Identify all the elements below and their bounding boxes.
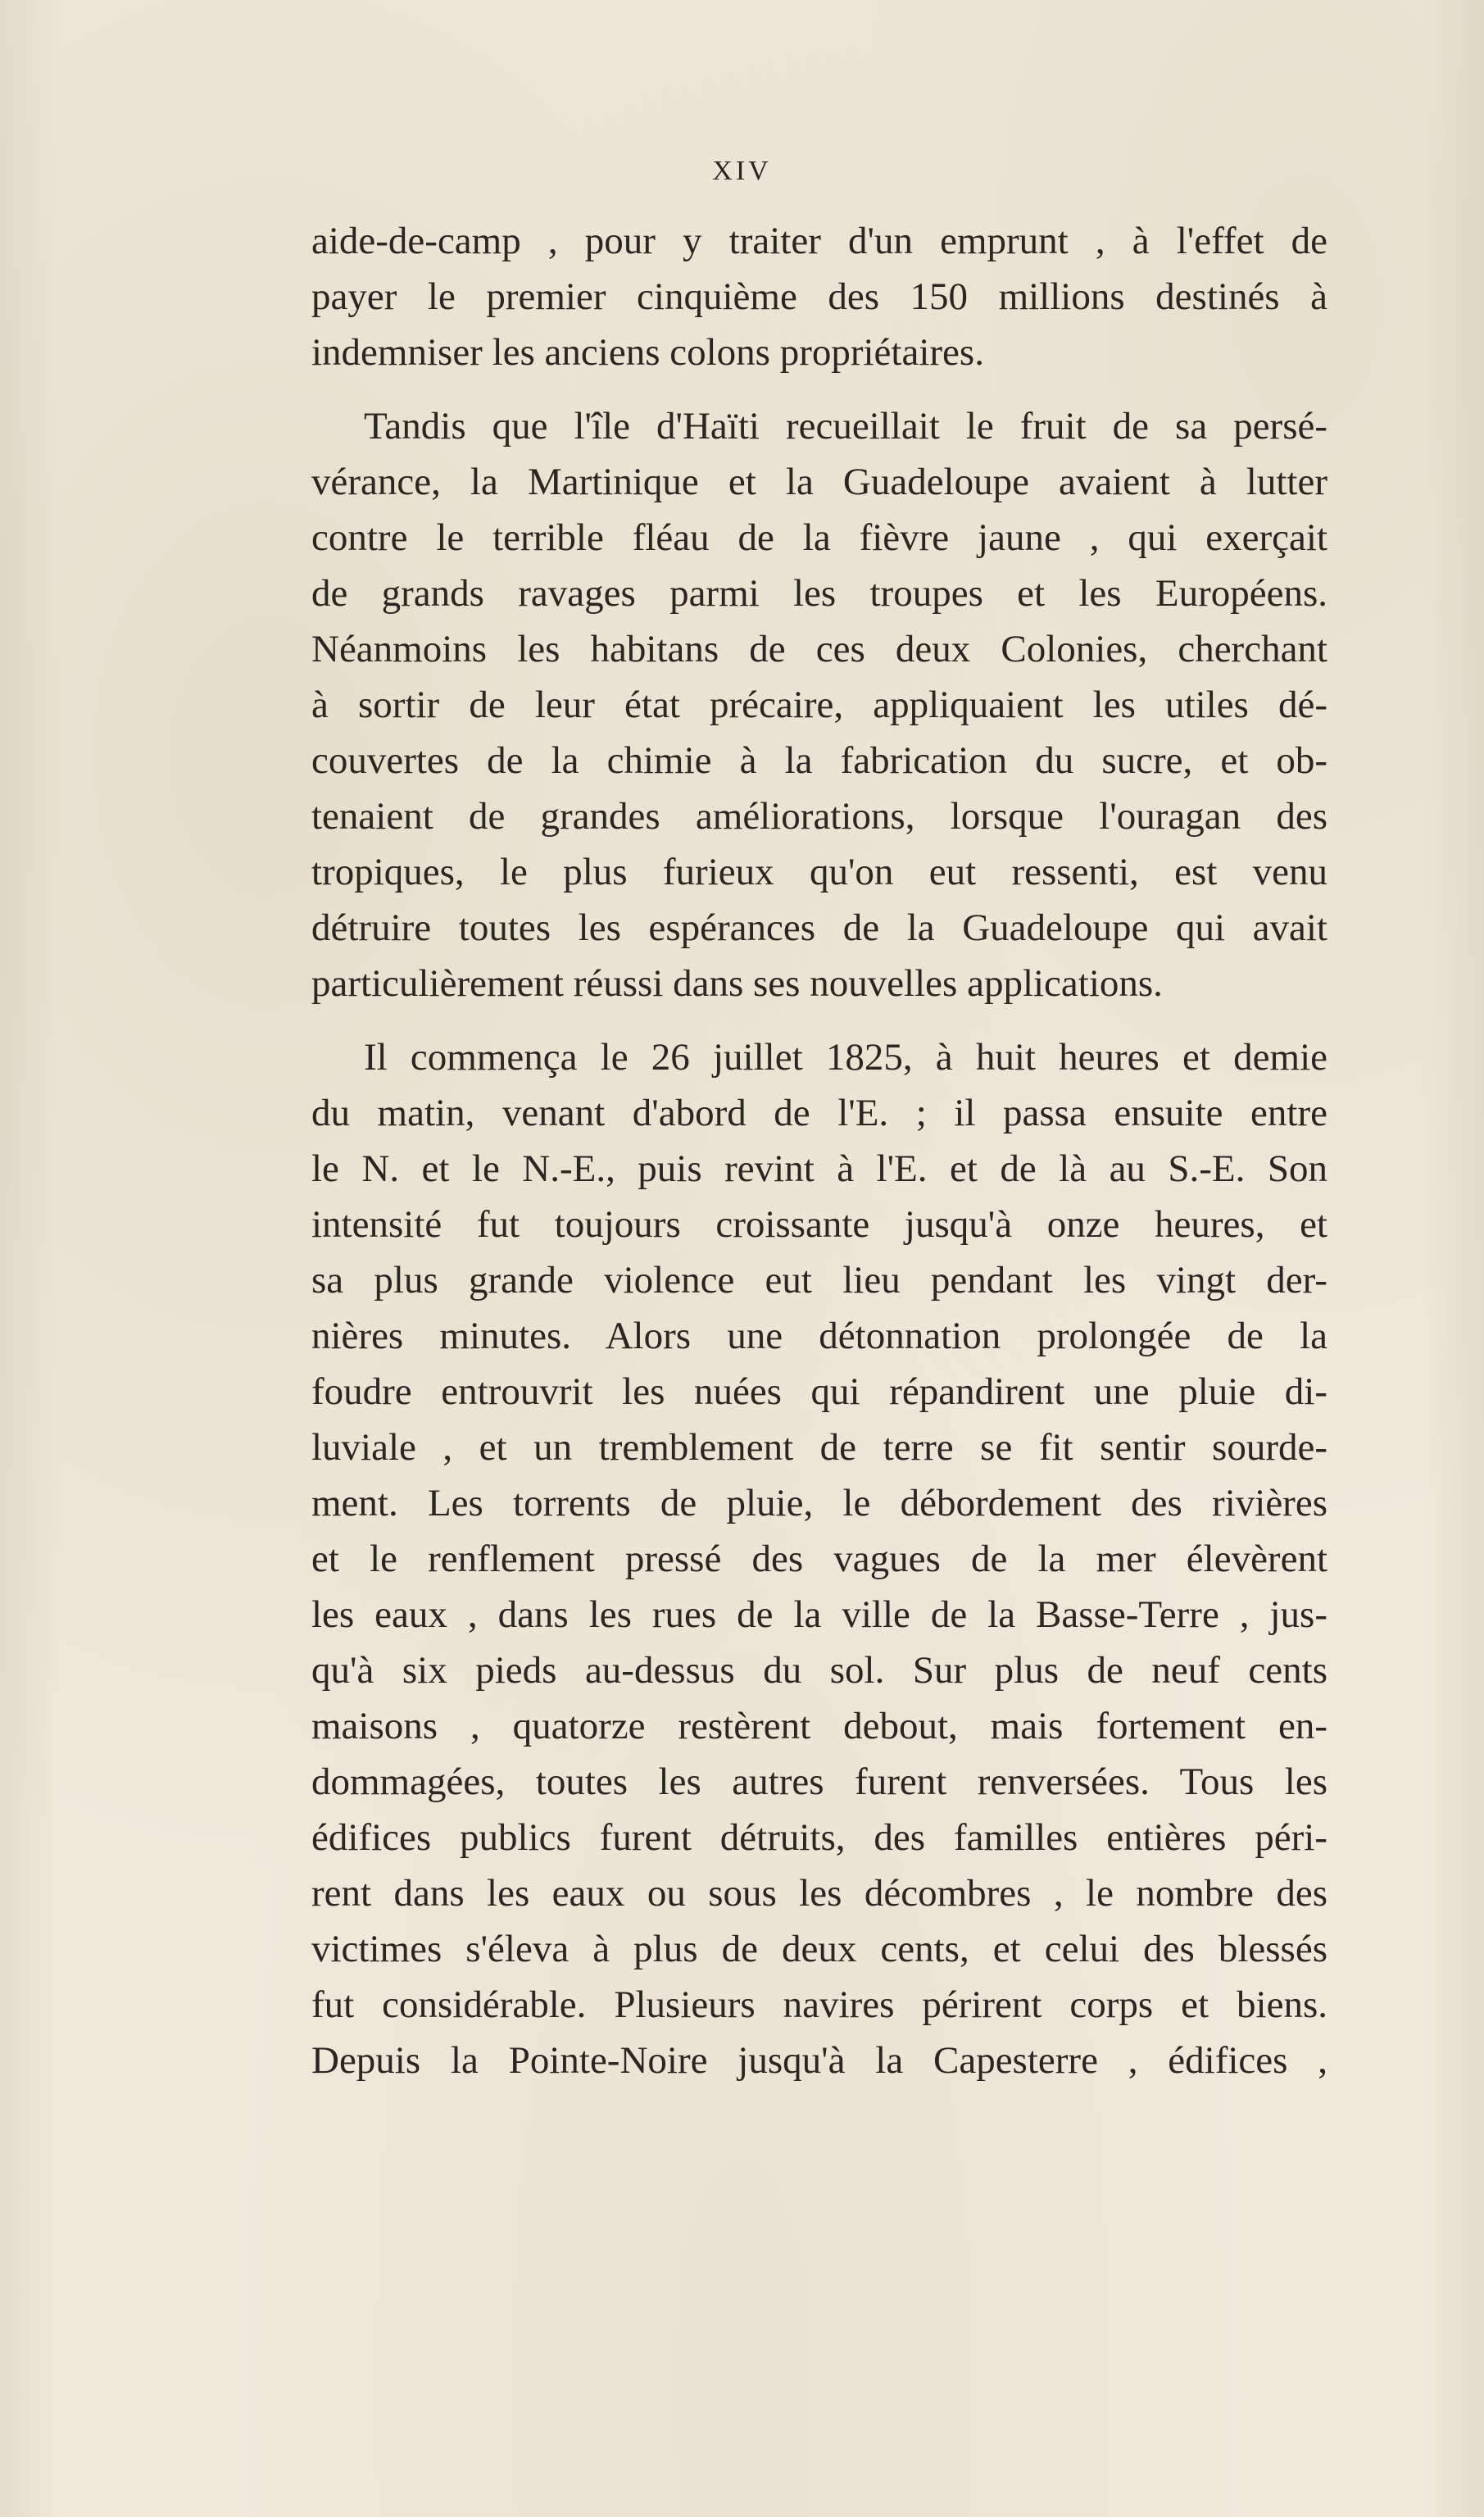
text-line: de grands ravages parmi les troupes et les Européens. bbox=[311, 572, 1327, 615]
text-line: luviale , et un tremblement de terre se fit sentir sourde- bbox=[311, 1426, 1327, 1469]
text-line: victimes s'éleva à plus de deux cents, et celui des blessés bbox=[311, 1928, 1327, 1970]
page-number: XIV bbox=[712, 156, 772, 186]
text-line: Tandis que l'île d'Haïti recueillait le fruit de sa persé- bbox=[364, 405, 1327, 448]
text-line: édifices publics furent détruits, des familles entières péri- bbox=[311, 1816, 1327, 1859]
text-line: détruire toutes les espérances de la Guadeloupe qui avait bbox=[311, 906, 1327, 949]
text-line: et le renflement pressé des vagues de la mer élevèrent bbox=[311, 1538, 1327, 1580]
body-text bbox=[311, 213, 1327, 2088]
text-line: contre le terrible fléau de la fièvre jaune , qui exerçait bbox=[311, 516, 1327, 559]
text-line: maisons , quatorze restèrent debout, mais fortement en- bbox=[311, 1705, 1327, 1747]
paragraph bbox=[311, 1029, 1327, 2088]
text-line: rent dans les eaux ou sous les décombres , le nombre des bbox=[311, 1872, 1327, 1915]
text-line: Depuis la Pointe-Noire jusqu'à la Capesterre , édifices , bbox=[311, 2039, 1327, 2082]
text-line: couvertes de la chimie à la fabrication du sucre, et ob- bbox=[311, 739, 1327, 782]
text-line: tropiques, le plus furieux qu'on eut ressenti, est venu bbox=[311, 851, 1327, 893]
paragraph bbox=[311, 213, 1327, 380]
text-line: payer le premier cinquième des 150 millions destinés à bbox=[311, 275, 1327, 318]
text-line: indemniser les anciens colons propriétaires. bbox=[311, 331, 984, 374]
text-line: ment. Les torrents de pluie, le débordement des rivières bbox=[311, 1482, 1327, 1524]
text-line: vérance, la Martinique et la Guadeloupe avaient à lutter bbox=[311, 461, 1327, 503]
text-line: qu'à six pieds au-dessus du sol. Sur plus de neuf cents bbox=[311, 1649, 1327, 1692]
text-line: Il commença le 26 juillet 1825, à huit heures et demie bbox=[364, 1036, 1327, 1079]
text-line: fut considérable. Plusieurs navires périrent corps et biens. bbox=[311, 1983, 1327, 2026]
text-line: particulièrement réussi dans ses nouvelles applications. bbox=[311, 962, 1163, 1005]
text-line: Néanmoins les habitans de ces deux Colonies, cherchant bbox=[311, 628, 1327, 670]
text-line: tenaient de grandes améliorations, lorsque l'ouragan des bbox=[311, 795, 1327, 838]
text-line: intensité fut toujours croissante jusqu'à onze heures, et bbox=[311, 1203, 1327, 1246]
text-line: les eaux , dans les rues de la ville de la Basse-Terre , jus- bbox=[311, 1593, 1327, 1636]
paragraph bbox=[311, 398, 1327, 1011]
text-line: à sortir de leur état précaire, appliquaient les utiles dé- bbox=[311, 684, 1327, 726]
text-line: du matin, venant d'abord de l'E. ; il passa ensuite entre bbox=[311, 1092, 1327, 1134]
text-line: sa plus grande violence eut lieu pendant les vingt der- bbox=[311, 1259, 1327, 1302]
text-line: foudre entrouvrit les nuées qui répandirent une pluie di- bbox=[311, 1370, 1327, 1413]
text-line: nières minutes. Alors une détonnation prolongée de la bbox=[311, 1315, 1327, 1357]
text-line: dommagées, toutes les autres furent renversées. Tous les bbox=[311, 1761, 1327, 1803]
text-line: aide-de-camp , pour y traiter d'un emprunt , à l'effet de bbox=[311, 220, 1327, 262]
text-line: le N. et le N.-E., puis revint à l'E. et de là au S.-E. Son bbox=[311, 1147, 1327, 1190]
